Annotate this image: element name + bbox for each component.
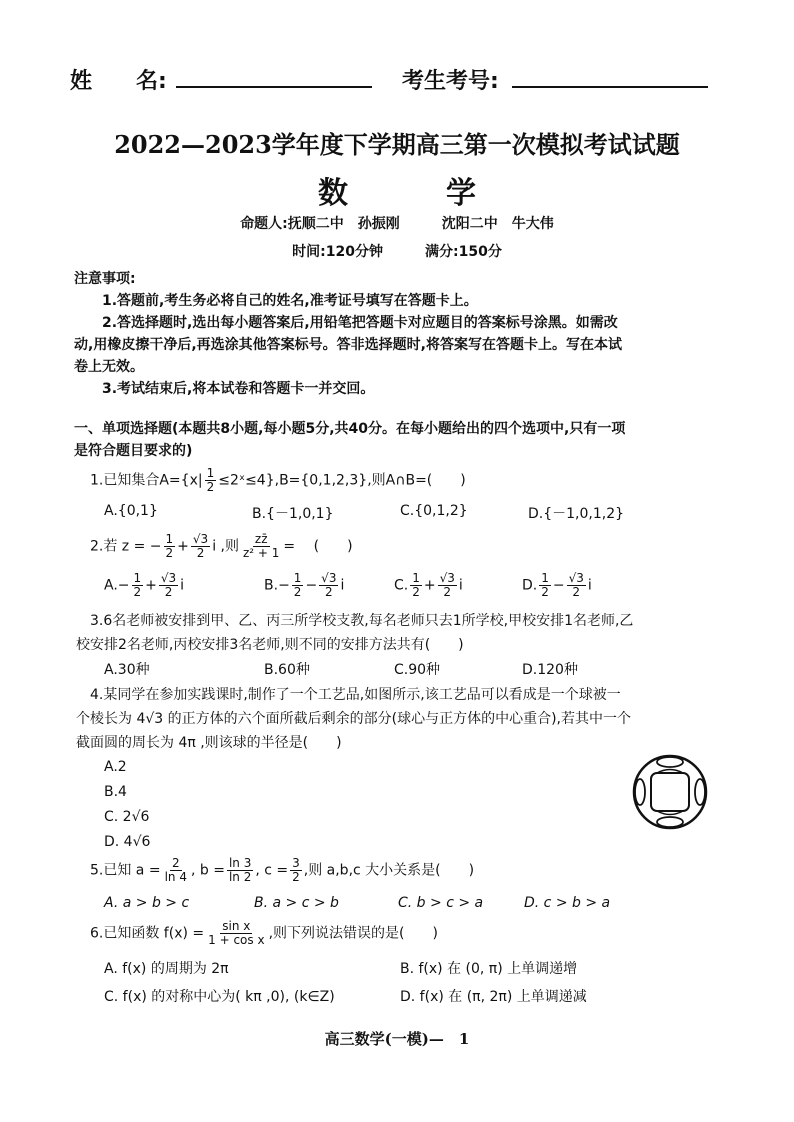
q5-c-frac — [290, 857, 302, 884]
question-5 — [90, 857, 474, 884]
q2-b-f2n: √3 — [321, 571, 337, 585]
q2-option-a[interactable] — [104, 572, 264, 599]
q1-fraction — [205, 467, 217, 494]
q2-frac-b — [191, 533, 210, 560]
q1-option-c[interactable]: C.{0,1,2} — [400, 503, 468, 519]
q5-option-c[interactable]: C. b > c > a — [398, 895, 484, 911]
q5-b-num: ln 3 — [228, 856, 252, 870]
subject-title: 数 学 — [318, 176, 510, 211]
q2-d-f1d: 2 — [541, 585, 549, 599]
q2-zfrac-num: zz̄ — [254, 532, 268, 546]
q2-d-f1n: 1 — [541, 571, 549, 585]
q1-options — [104, 503, 658, 523]
q2-option-b[interactable] — [264, 572, 394, 599]
q4-option-c[interactable]: C. 2√6 — [104, 809, 150, 825]
q2-a-frac1 — [132, 572, 144, 599]
q2-a-tail: i — [180, 577, 185, 594]
section-1-line2: 是符合题目要求的) — [74, 443, 193, 459]
q5-option-d[interactable]: D. c > b > a — [524, 895, 611, 911]
note-3: 3.考试结束后,将本试卷和答题卡一并交回。 — [102, 381, 375, 397]
note-2-cont: 动,用橡皮擦干净后,再选涂其他答案标号。答非选择题时,将答案写在答题卡上。写在本试 — [74, 337, 622, 353]
q1-frac-den: 2 — [206, 480, 215, 494]
q2-options — [104, 572, 652, 599]
q5-c-label: , c = — [255, 862, 289, 879]
q2-zfrac-den: z² + 1 — [242, 546, 280, 560]
q5-post: ,则 a,b,c 大小关系是( ) — [303, 862, 475, 879]
q5-c-num: 3 — [292, 856, 300, 870]
q2-option-c[interactable] — [394, 572, 522, 599]
q1-option-a[interactable]: A.{0,1} — [104, 503, 158, 519]
q2-frac-a-num: 1 — [165, 532, 174, 546]
q5-pre: 5.已知 a = — [90, 862, 161, 879]
q2-b-sign: − — [278, 577, 290, 594]
q1-pre: 1.已知集合A={x| — [90, 472, 203, 489]
question-6 — [90, 920, 438, 947]
q2-d-tail: i — [587, 577, 592, 594]
q5-a-num: 2 — [171, 856, 180, 870]
q3-option-a[interactable]: A.30种 — [104, 662, 150, 678]
q2-frac-b-num: √3 — [192, 532, 209, 546]
section-1-heading — [74, 418, 754, 462]
q3-line2: 校安排2名老师,丙校安排3名老师,则不同的安排方法共有( ) — [76, 637, 464, 653]
q2-d-op: − — [552, 577, 565, 594]
q1-option-b[interactable]: B.{－1,0,1} — [252, 506, 334, 522]
q6-frac-den: 1 + cos x — [208, 933, 265, 947]
q5-a-frac — [163, 857, 189, 884]
q2-d-frac2 — [567, 572, 586, 599]
q2-a-f2d: 2 — [164, 585, 173, 599]
q5-b-label: , b = — [190, 862, 225, 879]
q4-option-a[interactable]: A.2 — [104, 759, 127, 775]
q2-c-label: C. — [394, 577, 409, 594]
question-3 — [76, 609, 766, 657]
q2-a-sign: − — [117, 577, 130, 594]
q6-option-d[interactable]: D. f(x) 在 (π, 2π) 上单调递减 — [400, 989, 587, 1005]
q5-b-frac — [227, 857, 253, 884]
q2-zfrac — [241, 533, 281, 560]
q2-c-f1n: 1 — [412, 571, 420, 585]
q2-d-f2n: √3 — [568, 571, 584, 585]
q6-pre: 6.已知函数 f(x) = — [90, 925, 205, 942]
q5-option-a[interactable]: A. a > b > c — [104, 895, 190, 911]
name-blank[interactable] — [176, 86, 372, 88]
q2-c-op: + — [423, 577, 436, 594]
q4-line3: 截面圆的周长为 4π ,则该球的半径是( ) — [76, 735, 342, 751]
q4-option-b[interactable]: B.4 — [104, 784, 127, 800]
q5-options — [104, 895, 654, 911]
q2-b-label: B. — [264, 577, 279, 594]
exam-title: 2022—2023学年度下学期高三第一次模拟考试试题 — [114, 130, 680, 159]
q2-b-f1d: 2 — [293, 585, 302, 599]
q2-a-f1n: 1 — [133, 571, 142, 585]
q2-frac-b-den: 2 — [196, 546, 205, 560]
name-label: 姓 名: — [70, 69, 167, 94]
sphere-cube-figure — [630, 752, 710, 832]
q3-option-c[interactable]: C.90种 — [394, 662, 441, 678]
q2-c-f1d: 2 — [412, 585, 420, 599]
q2-c-f2d: 2 — [443, 585, 452, 599]
q2-b-f2d: 2 — [324, 585, 333, 599]
note-2: 2.答选择题时,选出每小题答案后,用铅笔把答题卡对应题目的答案标号涂黑。如需改 — [102, 315, 618, 331]
q6-option-b[interactable]: B. f(x) 在 (0, π) 上单调递增 — [400, 961, 578, 977]
notes-heading: 注意事项: — [74, 271, 136, 287]
q2-frac-a-den: 2 — [165, 546, 174, 560]
q5-b-den: ln 2 — [228, 870, 252, 884]
question-1 — [90, 467, 466, 494]
q6-post: ,则下列说法错误的是( ) — [268, 925, 438, 942]
q3-option-d[interactable]: D.120种 — [522, 662, 578, 678]
q2-a-f2n: √3 — [160, 571, 177, 585]
section-1-line1: 一、单项选择题(本题共8小题,每小题5分,共40分。在每小题给出的四个选项中,只有一项 — [74, 421, 626, 437]
q5-c-den: 2 — [292, 870, 300, 884]
id-label: 考生考号: — [402, 69, 499, 94]
q2-c-frac1 — [410, 572, 422, 599]
q1-frac-num: 1 — [206, 466, 215, 480]
q5-option-b[interactable]: B. a > c > b — [254, 895, 339, 911]
q2-pre: 2.若 z = − — [90, 538, 162, 555]
q4-option-d[interactable]: D. 4√6 — [104, 834, 151, 850]
question-4 — [76, 683, 766, 755]
q4-line2: 个棱长为 4√3 的正方体的六个面所截后剩余的部分(球心与正方体的中心重合),若其中一个 — [76, 711, 632, 727]
q3-options — [104, 659, 652, 679]
q1-post: ≤2ˣ≤4},B={0,1,2,3},则A∩B=( ) — [218, 472, 466, 489]
q2-post1: i ,则 — [212, 538, 239, 555]
q2-c-frac2 — [438, 572, 457, 599]
page-footer: 高三数学(一模)— 1 — [324, 1030, 470, 1048]
q2-b-tail: i — [340, 577, 345, 594]
q2-a-label: A. — [104, 577, 118, 594]
q2-b-op: − — [305, 577, 318, 594]
q6-options — [104, 955, 704, 1011]
q2-a-op: + — [145, 577, 157, 594]
authors: 命题人:抚顺二中 孙振刚 沈阳二中 牛大伟 — [240, 216, 554, 232]
q3-line1: 3.6名老师被安排到甲、乙、丙三所学校支教,每名老师只去1所学校,甲校安排1名老师,乙 — [90, 613, 634, 629]
q5-a-den: ln 4 — [164, 870, 187, 884]
q2-c-tail: i — [458, 577, 463, 594]
q2-d-frac1 — [539, 572, 551, 599]
q2-c-f2n: √3 — [439, 571, 455, 585]
q2-a-f1d: 2 — [133, 585, 142, 599]
q6-frac — [206, 920, 266, 947]
q2-b-frac2 — [319, 572, 338, 599]
q6-option-a[interactable]: A. f(x) 的周期为 2π — [104, 961, 229, 977]
time-info: 时间:120分钟 满分:150分 — [292, 244, 502, 260]
notes — [74, 268, 734, 400]
q2-d-f2d: 2 — [572, 585, 581, 599]
q2-a-frac2 — [159, 572, 178, 599]
q3-option-b[interactable]: B.60种 — [264, 662, 310, 678]
q2-post2: = ( ) — [283, 538, 353, 555]
q4-line1: 4.某同学在参加实践课时,制作了一个工艺品,如图所示,该工艺品可以看成是一个球被一 — [90, 687, 621, 703]
q4-options — [104, 755, 150, 855]
question-2 — [90, 533, 353, 560]
note-1: 1.答题前,考生务必将自己的姓名,准考证号填写在答题卡上。 — [102, 293, 478, 309]
note-2-end: 卷上无效。 — [74, 359, 144, 375]
q2-mid: + — [177, 538, 189, 555]
q2-b-f1n: 1 — [293, 571, 302, 585]
q2-option-d[interactable] — [522, 572, 652, 599]
id-blank[interactable] — [512, 86, 708, 88]
q6-frac-num: sin x — [222, 919, 251, 933]
q2-b-frac1 — [292, 572, 304, 599]
q1-option-d[interactable]: D.{－1,0,1,2} — [528, 506, 625, 522]
q2-d-label: D. — [522, 577, 538, 594]
q2-frac-a — [164, 533, 176, 560]
q6-option-c[interactable]: C. f(x) 的对称中心为( kπ ,0), (k∈Z) — [104, 989, 335, 1005]
